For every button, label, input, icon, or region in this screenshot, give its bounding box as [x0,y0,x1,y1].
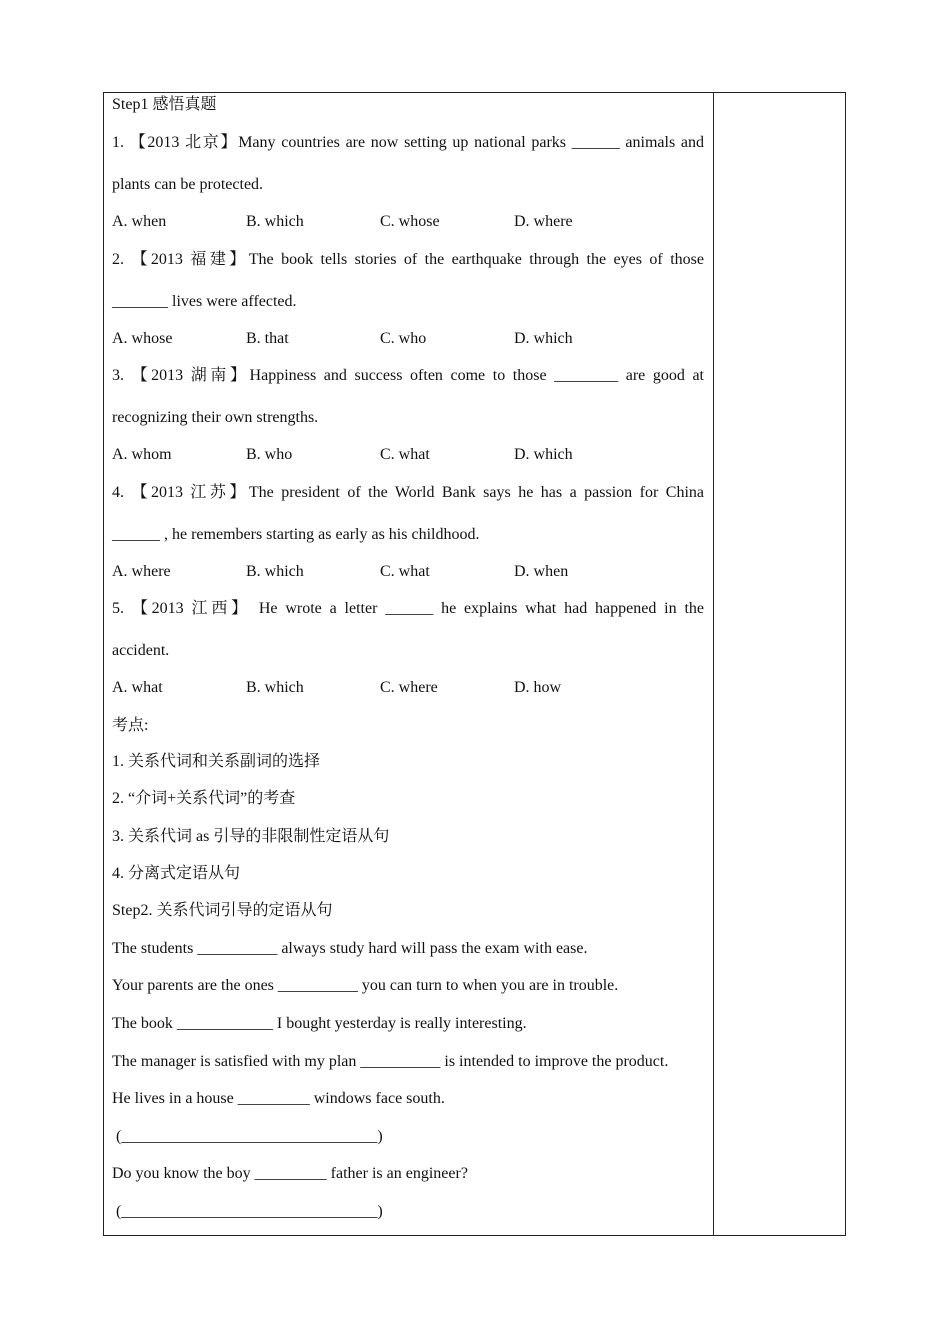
question-3-option-b: B. who [246,446,293,463]
question-5-option-d: D. how [514,679,562,696]
question-1-option-a: A. when [112,213,167,230]
step2-sentence-3: The book ____________ I bought yesterday is really interesting. [112,1015,527,1032]
step1-title: Step1 感悟真题 [112,96,217,113]
step2-sentence-2: Your parents are the ones __________ you can turn to when you are in trouble. [112,977,619,994]
question-2-line-1: 2. 【2013 福建】The book tells stories of the earthquake through the eyes of those [112,251,704,268]
kaodian-item-4: 4. 分离式定语从句 [112,865,241,882]
kaodian-item-1: 1. 关系代词和关系副词的选择 [112,753,321,770]
question-3-option-d: D. which [514,446,573,463]
column-divider [713,92,714,1236]
question-5-line-2: accident. [112,642,170,659]
question-4-option-c: C. what [380,563,430,580]
question-5-option-b: B. which [246,679,304,696]
step2-sentence-1: The students __________ always study hard will pass the exam with ease. [112,940,588,957]
kaodian-item-2: 2. “介词+关系代词”的考查 [112,790,296,807]
question-5-line-1: 5. 【2013 江西】 He wrote a letter ______ he explains what had happened in the [112,600,704,617]
question-4-option-d: D. when [514,563,569,580]
step2-title: Step2. 关系代词引导的定语从句 [112,902,333,919]
step2-sentence-5: He lives in a house _________ windows face south. [112,1090,445,1107]
question-3-line-2: recognizing their own strengths. [112,409,319,426]
question-2-option-d: D. which [514,330,573,347]
step2-sentence-6: Do you know the boy _________ father is an engineer? [112,1165,468,1182]
question-4-line-2: ______ , he remembers starting as early as his childhood. [112,526,480,543]
question-1-line-1: 1. 【2013 北京】Many countries are now setting up national parks ______ animals and [112,134,704,151]
question-2-option-c: C. who [380,330,427,347]
kaodian-item-3: 3. 关系代词 as 引导的非限制性定语从句 [112,828,390,845]
kaodian-title: 考点: [112,717,149,734]
question-1-option-d: D. where [514,213,573,230]
question-4-option-a: A. where [112,563,171,580]
question-5-option-c: C. where [380,679,438,696]
question-4-option-b: B. which [246,563,304,580]
step2-answer-blank-1: (________________________________) [112,1128,383,1145]
question-1-option-b: B. which [246,213,304,230]
question-3-option-c: C. what [380,446,430,463]
question-1-option-c: C. whose [380,213,440,230]
question-3-option-a: A. whom [112,446,172,463]
question-4-line-1: 4. 【2013 江苏】The president of the World Bank says he has a passion for China [112,484,704,501]
question-2-option-b: B. that [246,330,289,347]
question-2-option-a: A. whose [112,330,173,347]
step2-sentence-4: The manager is satisfied with my plan __________ is intended to improve the product. [112,1053,669,1070]
question-2-line-2: _______ lives were affected. [112,293,297,310]
question-1-line-2: plants can be protected. [112,176,264,193]
question-5-option-a: A. what [112,679,163,696]
step2-answer-blank-2: (________________________________) [112,1203,383,1220]
question-3-line-1: 3. 【2013 湖南】Happiness and success often come to those ________ are good at [112,367,704,384]
